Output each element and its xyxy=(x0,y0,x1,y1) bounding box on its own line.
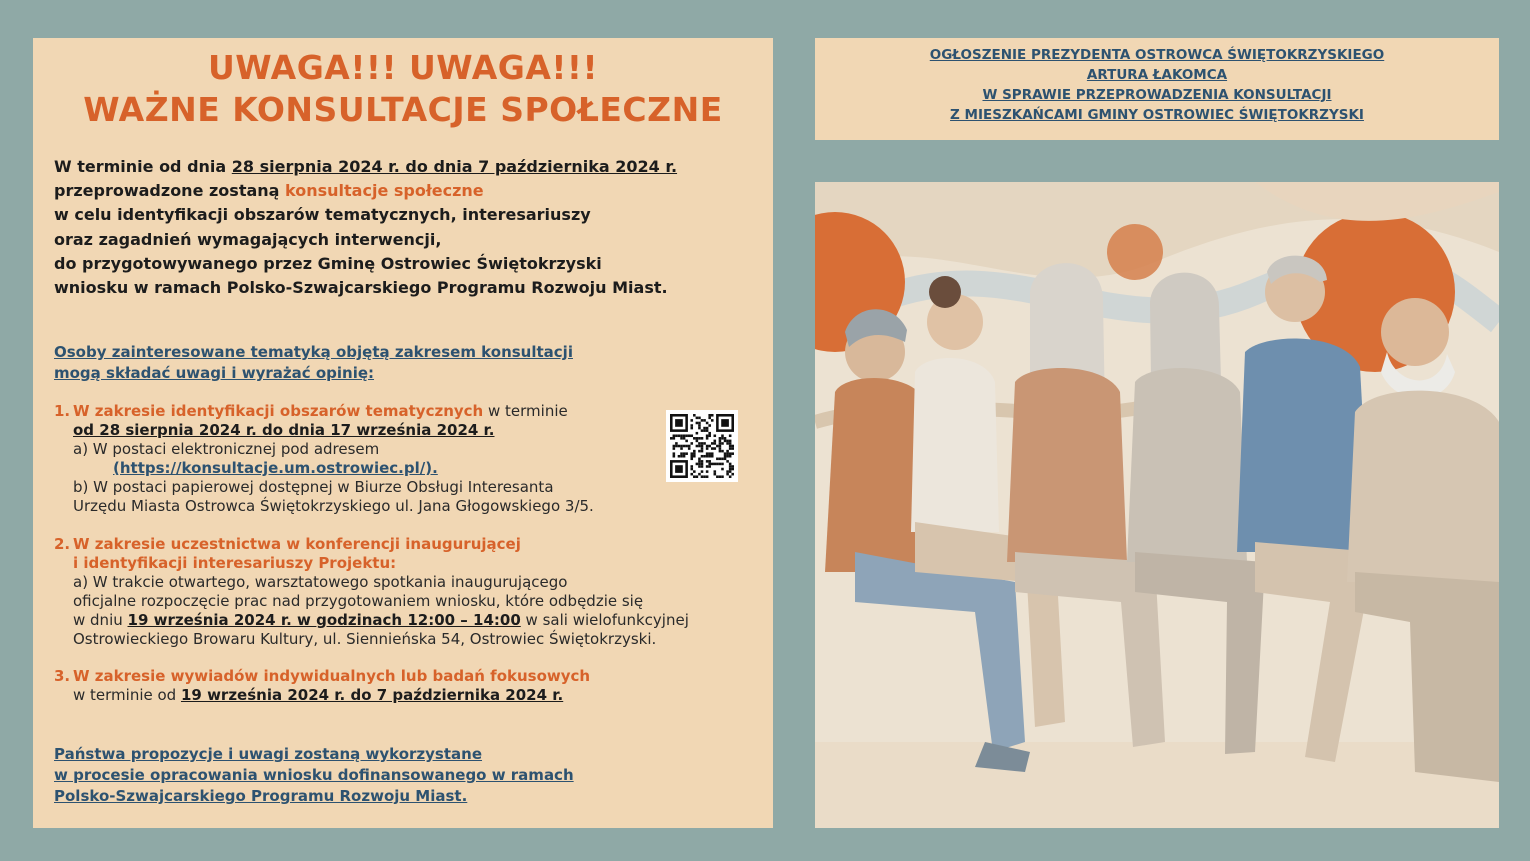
qr-module xyxy=(719,450,722,453)
qr-module xyxy=(673,437,676,440)
section-text: w terminie xyxy=(483,402,568,420)
qr-module xyxy=(724,440,727,443)
qr-module xyxy=(675,419,683,427)
qr-module xyxy=(703,455,706,458)
qr-module xyxy=(721,458,724,461)
qr-module xyxy=(719,442,722,445)
qr-module xyxy=(698,473,701,476)
section-number: 2. xyxy=(54,535,71,553)
qr-module xyxy=(698,424,701,427)
qr-module xyxy=(685,440,688,443)
qr-module xyxy=(690,458,693,461)
qr-module xyxy=(724,452,727,455)
qr-module xyxy=(706,475,709,478)
qr-module xyxy=(706,437,709,440)
section-number: 1. xyxy=(54,402,71,420)
qr-module xyxy=(708,445,711,448)
announcement-line: Z MIESZKAŃCAMI GMINY OSTROWIEC ŚWIĘTOKRZYSKI xyxy=(950,107,1364,123)
qr-module xyxy=(729,465,732,468)
qr-module xyxy=(690,468,693,471)
qr-module xyxy=(701,465,704,468)
qr-module xyxy=(731,447,734,450)
section-text: Ostrowieckiego Browaru Kultury, ul. Siennieńska 54, Ostrowiec Świętokrzyski. xyxy=(73,630,657,648)
qr-module xyxy=(706,470,709,473)
qr-module xyxy=(680,434,683,437)
qr-module xyxy=(711,419,714,422)
qr-module xyxy=(729,463,732,466)
qr-module xyxy=(711,414,714,417)
intro-text: do przygotowywanego przez Gminę Ostrowiec Świętokrzyski xyxy=(54,253,602,273)
qr-module xyxy=(721,442,724,445)
qr-module xyxy=(670,437,673,440)
section-dates: 19 września 2024 r. w godzinach 12:00 – 14:00 xyxy=(127,611,521,629)
discussion-illustration xyxy=(815,182,1499,828)
qr-module xyxy=(731,473,734,476)
qr-module xyxy=(729,447,732,450)
headline-consultations: WAŻNE KONSULTACJE SPOŁECZNE xyxy=(83,90,723,129)
qr-module xyxy=(698,463,701,466)
closing-line: w procesie opracowania wniosku dofinansowanego w ramach xyxy=(54,766,574,784)
qr-module xyxy=(706,455,709,458)
qr-module xyxy=(726,455,729,458)
consultation-url-link[interactable]: (https://konsultacje.um.ostrowiec.pl/). xyxy=(113,459,438,477)
qr-module xyxy=(673,434,676,437)
qr-module xyxy=(698,458,701,461)
qr-module xyxy=(690,427,693,430)
qr-module xyxy=(726,440,729,443)
qr-module xyxy=(706,452,709,455)
qr-module xyxy=(708,455,711,458)
qr-module xyxy=(708,417,711,420)
qr-module xyxy=(688,445,691,448)
who-line: mogą składać uwagi i wyrażać opinię: xyxy=(54,364,375,382)
qr-module xyxy=(714,447,717,450)
qr-module xyxy=(706,422,709,425)
qr-module xyxy=(719,437,722,440)
qr-module xyxy=(721,450,724,453)
qr-module xyxy=(731,452,734,455)
qr-module xyxy=(673,452,676,455)
qr-module xyxy=(701,419,704,422)
illustration-people-discussion xyxy=(815,182,1499,828)
section-text: w terminie od xyxy=(73,686,181,704)
qr-module xyxy=(698,445,701,448)
qr-code-icon xyxy=(670,414,734,478)
intro-text: wniosku w ramach Polsko-Szwajcarskiego Programu Rozwoju Miast. xyxy=(54,278,668,298)
closing-line: Państwa propozycje i uwagi zostaną wykorzystane xyxy=(54,745,483,763)
announcement-line: ARTURA ŁAKOMCA xyxy=(1086,67,1228,83)
qr-module xyxy=(724,437,727,440)
qr-module xyxy=(714,473,717,476)
qr-module xyxy=(726,442,729,445)
qr-module xyxy=(690,452,693,455)
announcement-panel xyxy=(815,38,1499,140)
qr-module xyxy=(680,437,683,440)
qr-module xyxy=(714,442,717,445)
intro-date-range: 28 sierpnia 2024 r. do dnia 7 października 2024 r. xyxy=(231,157,678,176)
qr-module xyxy=(701,442,704,445)
qr-module xyxy=(698,442,701,445)
qr-module xyxy=(680,455,683,458)
qr-module xyxy=(696,432,699,435)
qr-module xyxy=(690,434,693,437)
qr-module xyxy=(708,452,711,455)
qr-module xyxy=(708,463,711,466)
qr-module xyxy=(696,445,699,448)
qr-module xyxy=(675,445,678,448)
qr-module xyxy=(690,455,693,458)
section-title: W zakresie identyfikacji obszarów tematycznych xyxy=(73,402,484,420)
qr-module xyxy=(708,465,711,468)
qr-module xyxy=(719,445,722,448)
qr-module xyxy=(698,427,701,430)
qr-module xyxy=(696,475,699,478)
qr-module xyxy=(706,445,709,448)
qr-module xyxy=(693,470,696,473)
qr-module xyxy=(721,475,724,478)
qr-module xyxy=(685,445,688,448)
qr-module xyxy=(693,475,696,478)
section-text: Urzędu Miasta Ostrowca Świętokrzyskiego ul. Jana Głogowskiego 3/5. xyxy=(73,497,594,515)
qr-module xyxy=(729,470,732,473)
closing-note xyxy=(54,744,694,807)
qr-module xyxy=(703,442,706,445)
announcement-line: W SPRAWIE PRZEPROWADZENIA KONSULTACJI xyxy=(982,87,1332,103)
section-text: a) W trakcie otwartego, warsztatowego spotkania inaugurującego xyxy=(73,573,568,591)
intro-highlight: konsultacje społeczne xyxy=(285,181,484,201)
qr-module xyxy=(711,463,714,466)
closing-line: Polsko-Szwajcarskiego Programu Rozwoju Miast. xyxy=(54,787,468,805)
qr-module xyxy=(721,463,724,466)
section-text: b) W postaci papierowej dostępnej w Biurze Obsługi Interesanta xyxy=(73,478,554,496)
qr-module xyxy=(696,437,699,440)
qr-module xyxy=(693,455,696,458)
qr-module xyxy=(711,452,714,455)
qr-module xyxy=(703,475,706,478)
qr-module xyxy=(701,475,704,478)
qr-module xyxy=(698,422,701,425)
qr-module xyxy=(678,434,681,437)
qr-module xyxy=(726,460,729,463)
qr-module xyxy=(698,450,701,453)
qr-module xyxy=(726,470,729,473)
qr-module xyxy=(683,455,686,458)
qr-module xyxy=(716,445,719,448)
qr-module xyxy=(714,434,717,437)
qr-module xyxy=(688,434,691,437)
qr-module xyxy=(714,463,717,466)
qr-module xyxy=(683,434,686,437)
consultation-notice-panel xyxy=(33,38,773,828)
qr-module xyxy=(729,445,732,448)
qr-module xyxy=(680,452,683,455)
qr-module xyxy=(706,429,709,432)
qr-module xyxy=(690,424,693,427)
qr-module xyxy=(726,452,729,455)
qr-module xyxy=(698,460,701,463)
qr-module xyxy=(693,414,696,417)
qr-module xyxy=(716,458,719,461)
qr-module xyxy=(719,475,722,478)
qr-module xyxy=(701,447,704,450)
section-text: w sali wielofunkcyjnej xyxy=(520,611,689,629)
qr-module xyxy=(678,445,681,448)
qr-module xyxy=(680,447,683,450)
qr-module xyxy=(693,437,696,440)
qr-module xyxy=(703,419,706,422)
qr-module xyxy=(690,419,693,422)
bg-orange-dot xyxy=(1107,224,1163,280)
qr-module xyxy=(701,470,704,473)
qr-code[interactable] xyxy=(666,410,738,482)
qr-module xyxy=(708,414,711,417)
qr-module xyxy=(708,434,711,437)
qr-module xyxy=(696,422,699,425)
qr-module xyxy=(698,465,701,468)
section-title: i identyfikacji interesariuszy Projektu: xyxy=(73,554,397,572)
qr-module xyxy=(729,455,732,458)
qr-module xyxy=(675,442,678,445)
qr-module xyxy=(706,460,709,463)
qr-module xyxy=(726,473,729,476)
floor xyxy=(815,742,1499,828)
section-conference xyxy=(54,535,774,649)
qr-module xyxy=(673,447,676,450)
qr-module xyxy=(721,419,729,427)
intro-text: przeprowadzone zostaną xyxy=(54,181,286,201)
qr-module xyxy=(706,447,709,450)
section-number: 3. xyxy=(54,667,71,685)
intro-text: oraz zagadnień wymagających interwencji, xyxy=(54,229,442,249)
qr-module xyxy=(673,455,676,458)
section-text: oficjalne rozpoczęcie prac nad przygotowaniem wniosku, które odbędzie się xyxy=(73,592,644,610)
intro-text: w celu identyfikacji obszarów tematycznych, interesariuszy xyxy=(54,205,591,225)
qr-module xyxy=(708,424,711,427)
qr-module xyxy=(680,445,683,448)
qr-module xyxy=(690,442,693,445)
qr-module xyxy=(683,452,686,455)
qr-module xyxy=(690,473,693,476)
qr-module xyxy=(711,455,714,458)
qr-module xyxy=(688,447,691,450)
qr-module xyxy=(675,465,683,473)
qr-module xyxy=(696,417,699,420)
qr-module xyxy=(685,452,688,455)
qr-module xyxy=(703,429,706,432)
qr-module xyxy=(690,465,693,468)
qr-module xyxy=(714,440,717,443)
qr-module xyxy=(726,450,729,453)
qr-module xyxy=(693,452,696,455)
qr-module xyxy=(721,434,724,437)
qr-module xyxy=(729,440,732,443)
qr-module xyxy=(729,468,732,471)
qr-module xyxy=(719,447,722,450)
qr-module xyxy=(729,475,732,478)
qr-module xyxy=(708,432,711,435)
qr-module xyxy=(719,463,722,466)
section-title: W zakresie uczestnictwa w konferencji inaugurującej xyxy=(73,535,521,553)
who-can-submit xyxy=(54,342,674,384)
qr-module xyxy=(696,440,699,443)
qr-module xyxy=(716,463,719,466)
announcement-title xyxy=(815,45,1499,125)
qr-module xyxy=(721,437,724,440)
qr-module xyxy=(701,460,704,463)
qr-module xyxy=(721,468,724,471)
qr-module xyxy=(708,460,711,463)
qr-module xyxy=(675,434,678,437)
qr-module xyxy=(703,427,706,430)
qr-module xyxy=(724,458,727,461)
qr-module xyxy=(701,437,704,440)
qr-module xyxy=(701,450,704,453)
qr-module xyxy=(706,465,709,468)
intro-text: W terminie od dnia xyxy=(54,157,232,176)
intro-paragraph xyxy=(54,155,769,300)
qr-module xyxy=(683,437,686,440)
qr-module xyxy=(731,445,734,448)
qr-module xyxy=(701,463,704,466)
who-line: Osoby zainteresowane tematyką objętą zakresem konsultacji xyxy=(54,343,573,361)
qr-module xyxy=(716,475,719,478)
qr-module xyxy=(701,429,704,432)
qr-module xyxy=(711,442,714,445)
qr-module xyxy=(701,455,704,458)
qr-module xyxy=(693,450,696,453)
qr-module xyxy=(714,470,717,473)
qr-module xyxy=(678,455,681,458)
qr-module xyxy=(698,417,701,420)
headline-attention: UWAGA!!! UWAGA!!! xyxy=(207,48,599,87)
section-interviews xyxy=(54,667,774,705)
qr-module xyxy=(706,427,709,430)
qr-module xyxy=(719,458,722,461)
qr-module xyxy=(701,445,704,448)
qr-module xyxy=(729,434,732,437)
section-text: w dniu xyxy=(73,611,128,629)
qr-module xyxy=(683,445,686,448)
qr-module xyxy=(706,434,709,437)
qr-module xyxy=(698,437,701,440)
qr-module xyxy=(729,452,732,455)
announcement-line: OGŁOSZENIE PREZYDENTA OSTROWCA ŚWIĘTOKRZYSKIEGO xyxy=(929,47,1385,63)
qr-module xyxy=(719,440,722,443)
qr-module xyxy=(724,455,727,458)
section-text: a) W postaci elektronicznej pod adresem xyxy=(73,440,380,458)
qr-module xyxy=(731,468,734,471)
qr-module xyxy=(711,447,714,450)
qr-module xyxy=(696,463,699,466)
qr-module xyxy=(685,434,688,437)
qr-module xyxy=(731,465,734,468)
section-title: W zakresie wywiadów indywidualnych lub badań fokusowych xyxy=(73,667,591,685)
qr-module xyxy=(729,442,732,445)
qr-module xyxy=(673,445,676,448)
section-dates: 19 września 2024 r. do 7 października 2024 r. xyxy=(180,686,564,704)
section-dates: od 28 sierpnia 2024 r. do dnia 17 września 2024 r. xyxy=(73,421,495,439)
